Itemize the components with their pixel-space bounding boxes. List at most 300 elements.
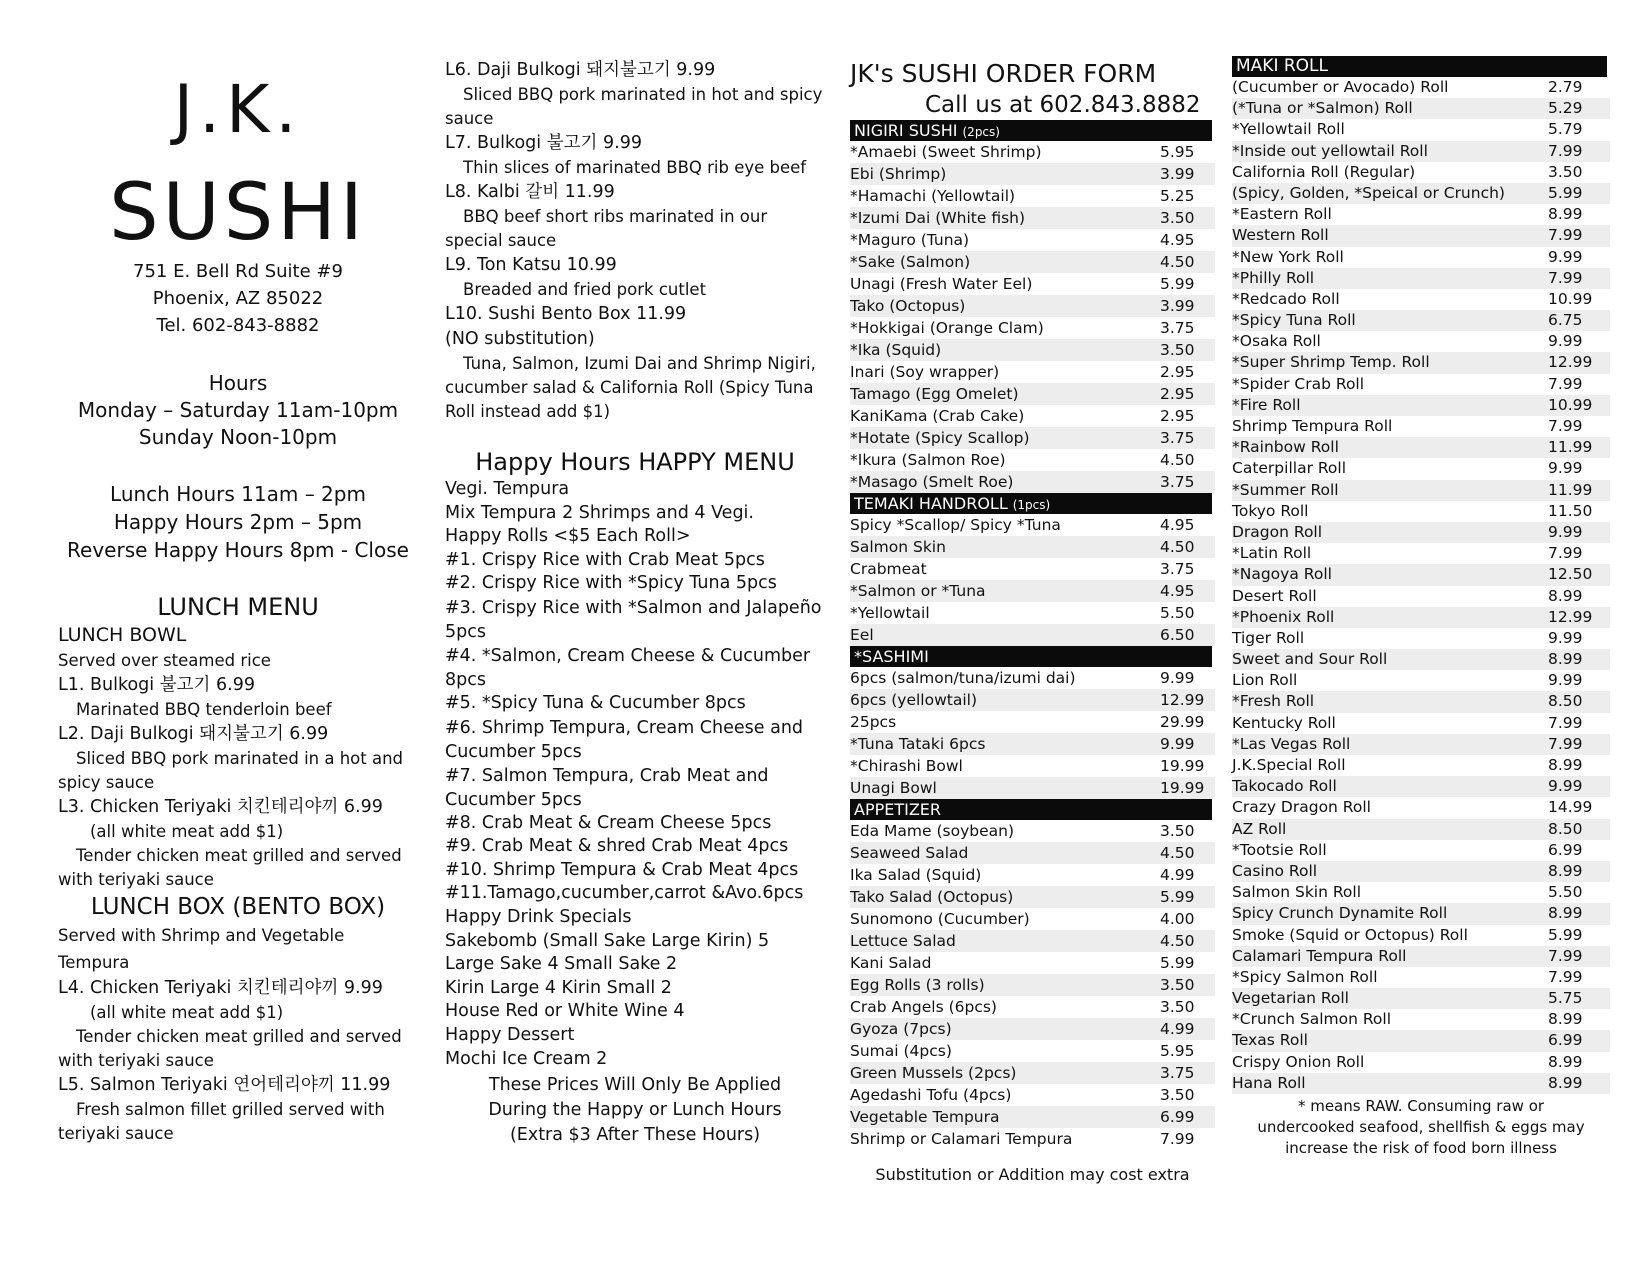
price-row [1232, 501, 1610, 522]
item-name: *Spicy Tuna Roll [1232, 311, 1356, 330]
menu-item-l4: L4. Chicken Teriyaki 치킨테리야끼 9.99 [58, 978, 383, 998]
section-header [850, 493, 1212, 514]
item-name: *Spicy Salmon Roll [1232, 967, 1378, 986]
item-price: 6.99 [1548, 840, 1583, 859]
price-row [1232, 564, 1610, 585]
item-name: Ika Salad (Squid) [850, 866, 982, 884]
item-price: 9.99 [1548, 777, 1583, 796]
menu-item-l1: L1. Bulkogi 불고기 6.99 [58, 675, 255, 695]
item-name: *Rainbow Roll [1232, 438, 1339, 457]
item-price: 11.99 [1548, 438, 1593, 457]
menu-item-desc: Tender chicken meat grilled and served with teriyaki sauce [58, 1027, 402, 1070]
item-price: 3.75 [1160, 1064, 1195, 1082]
item-price: 3.50 [1160, 976, 1195, 994]
item-price: 4.95 [1160, 516, 1195, 534]
item-price: 3.75 [1160, 429, 1195, 447]
price-row [850, 449, 1215, 471]
menu-item-l9: L9. Ton Katsu 10.99 [445, 255, 617, 275]
section-rows [850, 514, 1215, 646]
item-price: 7.99 [1548, 734, 1583, 753]
item-price: 9.99 [1548, 459, 1583, 478]
price-row [1232, 119, 1610, 140]
item-price: 4.50 [1160, 932, 1195, 950]
section-title: *SASHIMI [854, 647, 929, 666]
price-row [1232, 628, 1610, 649]
item-name: Kani Salad [850, 954, 932, 972]
item-name: *Hokkigai (Orange Clam) [850, 319, 1044, 337]
menu-item-l7: L7. Bulkogi 불고기 9.99 [445, 133, 642, 153]
item-name: KaniKama (Crab Cake) [850, 407, 1025, 425]
item-name: 25pcs [850, 713, 897, 731]
happy-menu-list [445, 478, 825, 1071]
item-name: Spicy Crunch Dynamite Roll [1232, 904, 1448, 923]
menu-item-desc: Sliced BBQ pork marinated in hot and spicy sauce [445, 85, 823, 128]
price-row [1232, 776, 1610, 797]
item-name: *Inside out yellowtail Roll [1232, 141, 1428, 160]
menu-item-l2: L2. Daji Bulkogi 돼지불고기 6.99 [58, 724, 329, 744]
price-row [1232, 268, 1610, 289]
item-name: *Las Vegas Roll [1232, 734, 1351, 753]
price-row [850, 1062, 1215, 1084]
menu-item-l5: L5. Salmon Teriyaki 연어테리야끼 11.99 [58, 1075, 391, 1095]
price-row [1232, 310, 1610, 331]
item-price: 5.25 [1160, 187, 1195, 205]
maki-roll-list [1232, 77, 1610, 1094]
item-name: 6pcs (yellowtail) [850, 691, 977, 709]
footnote-line: These Prices Will Only Be Applied [488, 1075, 782, 1096]
section-header [850, 799, 1212, 820]
reverse-happy-hours: Reverse Happy Hours 8pm - Close [67, 538, 409, 562]
price-row [850, 777, 1215, 799]
item-name: Shrimp or Calamari Tempura [850, 1130, 1073, 1148]
menu-item-desc: BBQ beef short ribs marinated in our special sauce [445, 207, 768, 250]
price-row [850, 251, 1215, 273]
item-price: 3.50 [1160, 822, 1195, 840]
item-name: Tako Salad (Octopus) [850, 888, 1014, 906]
happy-menu-footnote [445, 1073, 825, 1148]
item-price: 7.99 [1548, 268, 1583, 287]
price-row [1232, 183, 1610, 204]
item-price: 3.75 [1160, 473, 1195, 491]
item-name: Unagi Bowl [850, 779, 937, 797]
section-qty: (1pcs) [1012, 498, 1051, 512]
item-price: 2.79 [1548, 78, 1583, 96]
price-row [1232, 1030, 1610, 1051]
item-name: *Summer Roll [1232, 480, 1339, 499]
item-name: *Amaebi (Sweet Shrimp) [850, 143, 1042, 161]
item-price: 9.99 [1548, 628, 1583, 647]
price-row [850, 952, 1215, 974]
price-row [850, 624, 1215, 646]
happy-menu-item: #8. Crab Meat & Cream Cheese 5pcs [445, 812, 772, 833]
menu-item-desc: Sliced BBQ pork marinated in a hot and spicy sauce [58, 749, 404, 792]
item-name: Crabmeat [850, 560, 927, 578]
item-price: 3.99 [1160, 297, 1195, 315]
happy-menu-item: Mix Tempura 2 Shrimps and 4 Vegi. [445, 502, 754, 523]
item-price: 9.99 [1548, 247, 1583, 266]
item-price: 10.99 [1548, 395, 1593, 414]
section-qty: (2pcs) [962, 125, 1000, 139]
item-price: 8.99 [1548, 1010, 1583, 1029]
happy-menu-item: Happy Drink Specials [445, 906, 632, 927]
price-row [850, 317, 1215, 339]
item-price: 6.50 [1160, 626, 1195, 644]
happy-menu-item: Happy Dessert [445, 1024, 575, 1045]
price-row [850, 163, 1215, 185]
address-block [58, 258, 418, 339]
item-price: 29.99 [1160, 713, 1205, 731]
item-name: Western Roll [1232, 226, 1329, 245]
price-row [1232, 225, 1610, 246]
item-price: 5.99 [1160, 888, 1195, 906]
price-row [850, 1040, 1215, 1062]
happy-menu-item: #5. *Spicy Tuna & Cucumber 8pcs [445, 692, 746, 713]
lunch-hours: Lunch Hours 11am – 2pm [110, 482, 366, 506]
item-name: *Sake (Salmon) [850, 253, 971, 271]
price-row [1232, 713, 1610, 734]
happy-menu-item: #4. *Salmon, Cream Cheese & Cucumber 8pcs [445, 645, 811, 690]
item-price: 3.50 [1160, 209, 1195, 227]
menu-item-desc: Tender chicken meat grilled and served with teriyaki sauce [58, 846, 402, 889]
item-price: 12.99 [1548, 353, 1593, 372]
item-name: Smoke (Squid or Octopus) Roll [1232, 925, 1468, 944]
price-row [850, 383, 1215, 405]
item-name: Lettuce Salad [850, 932, 956, 950]
price-row [850, 842, 1215, 864]
item-price: 8.99 [1548, 904, 1583, 923]
price-row [1232, 416, 1610, 437]
item-price: 3.50 [1160, 1086, 1195, 1104]
price-row [850, 667, 1215, 689]
item-name: *Chirashi Bowl [850, 757, 963, 775]
item-name: (*Tuna or *Salmon) Roll [1232, 99, 1413, 118]
price-row [1232, 819, 1610, 840]
item-name: Salmon Skin [850, 538, 946, 556]
item-price: 6.75 [1548, 311, 1583, 330]
price-row [850, 930, 1215, 952]
price-row [850, 580, 1215, 602]
price-row [1232, 543, 1610, 564]
item-name: Tiger Roll [1232, 628, 1305, 647]
item-price: 11.99 [1548, 480, 1593, 499]
price-row [1232, 1073, 1610, 1094]
item-price: 6.99 [1548, 1031, 1583, 1050]
order-form-title: JK's SUSHI ORDER FORM [850, 59, 1157, 88]
item-name: *New York Roll [1232, 247, 1344, 266]
price-row [1232, 395, 1610, 416]
item-name: Desert Roll [1232, 586, 1317, 605]
price-row [1232, 374, 1610, 395]
item-name: Texas Roll [1232, 1031, 1308, 1050]
price-row [850, 864, 1215, 886]
item-name: *Fire Roll [1232, 395, 1301, 414]
item-price: 4.95 [1160, 231, 1195, 249]
item-price: 7.99 [1548, 374, 1583, 393]
price-row [850, 427, 1215, 449]
item-price: 4.50 [1160, 538, 1195, 556]
item-name: Salmon Skin Roll [1232, 883, 1362, 902]
logo-line-1: J.K. [173, 71, 303, 148]
price-row [1232, 437, 1610, 458]
happy-menu-item: #10. Shrimp Tempura & Crab Meat 4pcs [445, 859, 799, 880]
item-price: 7.99 [1548, 417, 1583, 435]
menu-item-note: (all white meat add $1) [90, 1003, 284, 1022]
item-price: 8.99 [1548, 756, 1583, 774]
item-name: Crab Angels (6pcs) [850, 998, 997, 1016]
price-row [850, 689, 1215, 711]
item-price: 9.99 [1548, 522, 1583, 541]
section-header [850, 646, 1212, 667]
price-row [1232, 670, 1610, 691]
item-name: *Ika (Squid) [850, 341, 942, 359]
item-name: Inari (Soy wrapper) [850, 363, 1000, 381]
item-name: Sweet and Sour Roll [1232, 650, 1388, 669]
item-name: California Roll (Regular) [1232, 162, 1416, 181]
item-name: *Salmon or *Tuna [850, 582, 986, 600]
price-row [850, 908, 1215, 930]
item-price: 4.50 [1160, 844, 1195, 862]
raw-warning [1232, 1096, 1610, 1159]
item-name: AZ Roll [1232, 819, 1287, 838]
price-row [850, 471, 1215, 493]
item-price: 2.95 [1160, 385, 1195, 403]
item-name: Crazy Dragon Roll [1232, 798, 1371, 817]
item-price: 8.99 [1548, 1052, 1583, 1071]
price-row [850, 405, 1215, 427]
item-price: 5.99 [1548, 925, 1583, 944]
item-name: *Crunch Salmon Roll [1232, 1010, 1392, 1029]
item-name: Sumai (4pcs) [850, 1042, 952, 1060]
item-name: *Tootsie Roll [1232, 840, 1327, 859]
footnote-line: (Extra $3 After These Hours) [509, 1125, 761, 1146]
item-name: *Phoenix Roll [1232, 607, 1335, 626]
special-hours-block [58, 480, 418, 564]
item-name: Ebi (Shrimp) [850, 165, 947, 183]
item-price: 2.95 [1160, 407, 1195, 425]
happy-menu-item: #11.Tamago,cucumber,carrot &Avo.6pcs [445, 883, 804, 904]
happy-menu-item: #2. Crispy Rice with *Spicy Tuna 5pcs [445, 573, 777, 594]
price-row [1232, 458, 1610, 479]
lunch-bowl-subtitle: Served over steamed rice [58, 651, 271, 670]
item-price: 7.99 [1160, 1130, 1195, 1148]
item-name: Eel [850, 626, 874, 644]
item-name: Vegetable Tempura [850, 1108, 1000, 1126]
menu-item-desc: Fresh salmon fillet grilled served with teriyaki sauce [58, 1100, 385, 1143]
item-price: 9.99 [1548, 671, 1583, 690]
item-price: 3.50 [1160, 998, 1195, 1016]
menu-item-l8: L8. Kalbi 갈비 11.99 [445, 182, 615, 202]
item-name: 6pcs (salmon/tuna/izumi dai) [850, 669, 1076, 687]
price-row [1232, 861, 1610, 882]
price-row [1232, 331, 1610, 352]
item-price: 5.99 [1160, 275, 1195, 293]
price-row [1232, 98, 1610, 119]
happy-menu-item: #7. Salmon Tempura, Crab Meat and Cucumber 5pcs [445, 765, 769, 810]
price-row [1232, 522, 1610, 543]
price-row [850, 755, 1215, 777]
price-row [1232, 162, 1610, 183]
item-name: *Yellowtail Roll [1232, 120, 1345, 139]
order-form-phone: Call us at 602.843.8882 [925, 92, 1201, 118]
price-row [1232, 480, 1610, 501]
item-name: Seaweed Salad [850, 844, 969, 862]
item-name: *Philly Roll [1232, 268, 1315, 287]
price-row [1232, 882, 1610, 903]
price-row [850, 733, 1215, 755]
lunch-bowl-title: LUNCH BOWL [58, 624, 187, 646]
price-row [1232, 586, 1610, 607]
item-name: Hana Roll [1232, 1073, 1306, 1092]
item-price: 7.99 [1548, 226, 1583, 245]
price-row [1232, 649, 1610, 670]
item-price: 5.79 [1548, 120, 1583, 139]
item-name: *Nagoya Roll [1232, 565, 1332, 584]
raw-warning-line: increase the risk of food born illness [1285, 1139, 1557, 1157]
happy-menu-title: Happy Hours HAPPY MENU [475, 448, 795, 476]
item-price: 8.99 [1548, 205, 1583, 224]
item-name: Sunomono (Cucumber) [850, 910, 1030, 928]
item-price: 5.99 [1548, 183, 1583, 202]
item-name: Calamari Tempura Roll [1232, 946, 1407, 965]
happy-menu-item: Sakebomb (Small Sake Large Kirin) 5 [445, 930, 770, 951]
price-row [1232, 903, 1610, 924]
section-rows [850, 141, 1215, 493]
item-price: 5.29 [1548, 99, 1583, 118]
price-row [1232, 946, 1610, 967]
price-row [1232, 734, 1610, 755]
price-row [1232, 797, 1610, 818]
lunch-box-subtitle: Served with Shrimp and Vegetable Tempura [58, 926, 345, 972]
price-row [850, 1018, 1215, 1040]
price-row [1232, 204, 1610, 225]
item-price: 9.99 [1160, 735, 1195, 753]
item-price: 3.50 [1548, 162, 1583, 181]
item-name: *Super Shrimp Temp. Roll [1232, 353, 1430, 372]
footnote-line: During the Happy or Lunch Hours [488, 1100, 782, 1121]
menu-item-note: (all white meat add $1) [90, 822, 284, 841]
item-name: Tamago (Egg Omelet) [850, 385, 1019, 403]
item-name: Tokyo Roll [1232, 501, 1309, 520]
item-price: 8.99 [1548, 861, 1583, 880]
item-price: 14.99 [1548, 798, 1593, 817]
item-name: *Redcado Roll [1232, 289, 1340, 308]
item-price: 5.50 [1548, 883, 1583, 902]
menu-column-2 [445, 58, 825, 1148]
item-price: 5.99 [1160, 954, 1195, 972]
hours-sunday: Sunday Noon-10pm [138, 425, 338, 449]
price-row [850, 602, 1215, 624]
price-row [850, 1128, 1215, 1150]
substitution-note: Substitution or Addition may cost extra [875, 1165, 1190, 1184]
item-price: 19.99 [1160, 779, 1205, 797]
happy-menu-item: #6. Shrimp Tempura, Cream Cheese and Cucumber 5pcs [445, 717, 804, 762]
maki-roll-column [1232, 56, 1610, 1159]
hours-weekday: Monday – Saturday 11am-10pm [77, 398, 399, 422]
item-price: 7.99 [1548, 544, 1583, 563]
item-name: *Maguro (Tuna) [850, 231, 970, 249]
address-city: Phoenix, AZ 85022 [152, 288, 324, 309]
hours-title: Hours [208, 371, 268, 395]
item-price: 2.95 [1160, 363, 1195, 381]
price-row [850, 974, 1215, 996]
item-name: Gyoza (7pcs) [850, 1020, 952, 1038]
item-name: Takocado Roll [1232, 777, 1337, 796]
item-price: 8.50 [1548, 692, 1583, 711]
raw-warning-line: undercooked seafood, shellfish & eggs may [1257, 1118, 1585, 1136]
item-name: *Fresh Roll [1232, 692, 1315, 711]
hours-block [58, 370, 418, 451]
section-rows [850, 667, 1215, 799]
happy-menu-item: House Red or White Wine 4 [445, 1001, 685, 1022]
price-row [850, 996, 1215, 1018]
menu-item-l6: L6. Daji Bulkogi 돼지불고기 9.99 [445, 60, 716, 80]
item-price: 5.95 [1160, 1042, 1195, 1060]
item-name: *Masago (Smelt Roe) [850, 473, 1014, 491]
item-name: Dragon Roll [1232, 522, 1323, 541]
happy-menu-item: Vegi. Tempura [445, 479, 570, 499]
menu-item-desc: Tuna, Salmon, Izumi Dai and Shrimp Nigiri, cucumber salad & California Roll (Spicy Tuna Roll instead add $1) [445, 354, 816, 421]
price-row [1232, 247, 1610, 268]
happy-menu-item: Mochi Ice Cream 2 [445, 1048, 608, 1069]
lunch-box-title: LUNCH BOX (BENTO BOX) [90, 894, 386, 920]
item-price: 7.99 [1548, 946, 1583, 965]
price-row [850, 339, 1215, 361]
item-price: 4.00 [1160, 910, 1195, 928]
address-street: 751 E. Bell Rd Suite #9 [133, 261, 343, 282]
item-price: 8.50 [1548, 819, 1583, 838]
item-price: 5.50 [1160, 604, 1195, 622]
price-row [1232, 352, 1610, 373]
item-name: Egg Rolls (3 rolls) [850, 976, 985, 994]
price-row [1232, 607, 1610, 628]
menu-item-desc: Thin slices of marinated BBQ rib eye beef [463, 158, 807, 177]
price-row [1232, 1052, 1610, 1073]
price-row [850, 886, 1215, 908]
happy-menu-item: Kirin Large 4 Kirin Small 2 [445, 977, 672, 998]
item-price: 11.50 [1548, 501, 1593, 520]
item-name: Lion Roll [1232, 671, 1298, 690]
item-name: *Spider Crab Roll [1232, 374, 1365, 393]
item-price: 4.99 [1160, 1020, 1195, 1038]
item-price: 4.99 [1160, 866, 1195, 884]
item-price: 3.99 [1160, 165, 1195, 183]
item-price: 9.99 [1548, 332, 1583, 351]
happy-menu-item: Large Sake 4 Small Sake 2 [445, 954, 678, 975]
price-row [1232, 967, 1610, 988]
menu-item-desc: Breaded and fried pork cutlet [463, 280, 707, 299]
order-form-column [850, 58, 1215, 1185]
menu-item-l10: L10. Sushi Bento Box 11.99 [445, 304, 687, 324]
raw-warning-line: * means RAW. Consuming raw or [1297, 1097, 1545, 1115]
price-row [1232, 141, 1610, 162]
section-title: TEMAKI HANDROLL [854, 494, 1008, 513]
item-price: 8.99 [1548, 650, 1583, 669]
price-row [1232, 988, 1610, 1009]
item-price: 7.99 [1548, 967, 1583, 986]
item-name: Green Mussels (2pcs) [850, 1064, 1017, 1082]
item-price: 8.99 [1548, 1073, 1583, 1092]
item-price: 19.99 [1160, 757, 1205, 775]
price-row [850, 558, 1215, 580]
happy-menu-item: #3. Crispy Rice with *Salmon and Jalapeño 5pcs [445, 597, 822, 642]
item-price: 5.75 [1548, 989, 1583, 1008]
item-price: 8.99 [1548, 586, 1583, 605]
item-price: 4.95 [1160, 582, 1195, 600]
price-row [850, 1084, 1215, 1106]
item-name: J.K.Special Roll [1232, 756, 1346, 774]
price-row [850, 711, 1215, 733]
section-title: NIGIRI SUSHI [854, 121, 958, 140]
